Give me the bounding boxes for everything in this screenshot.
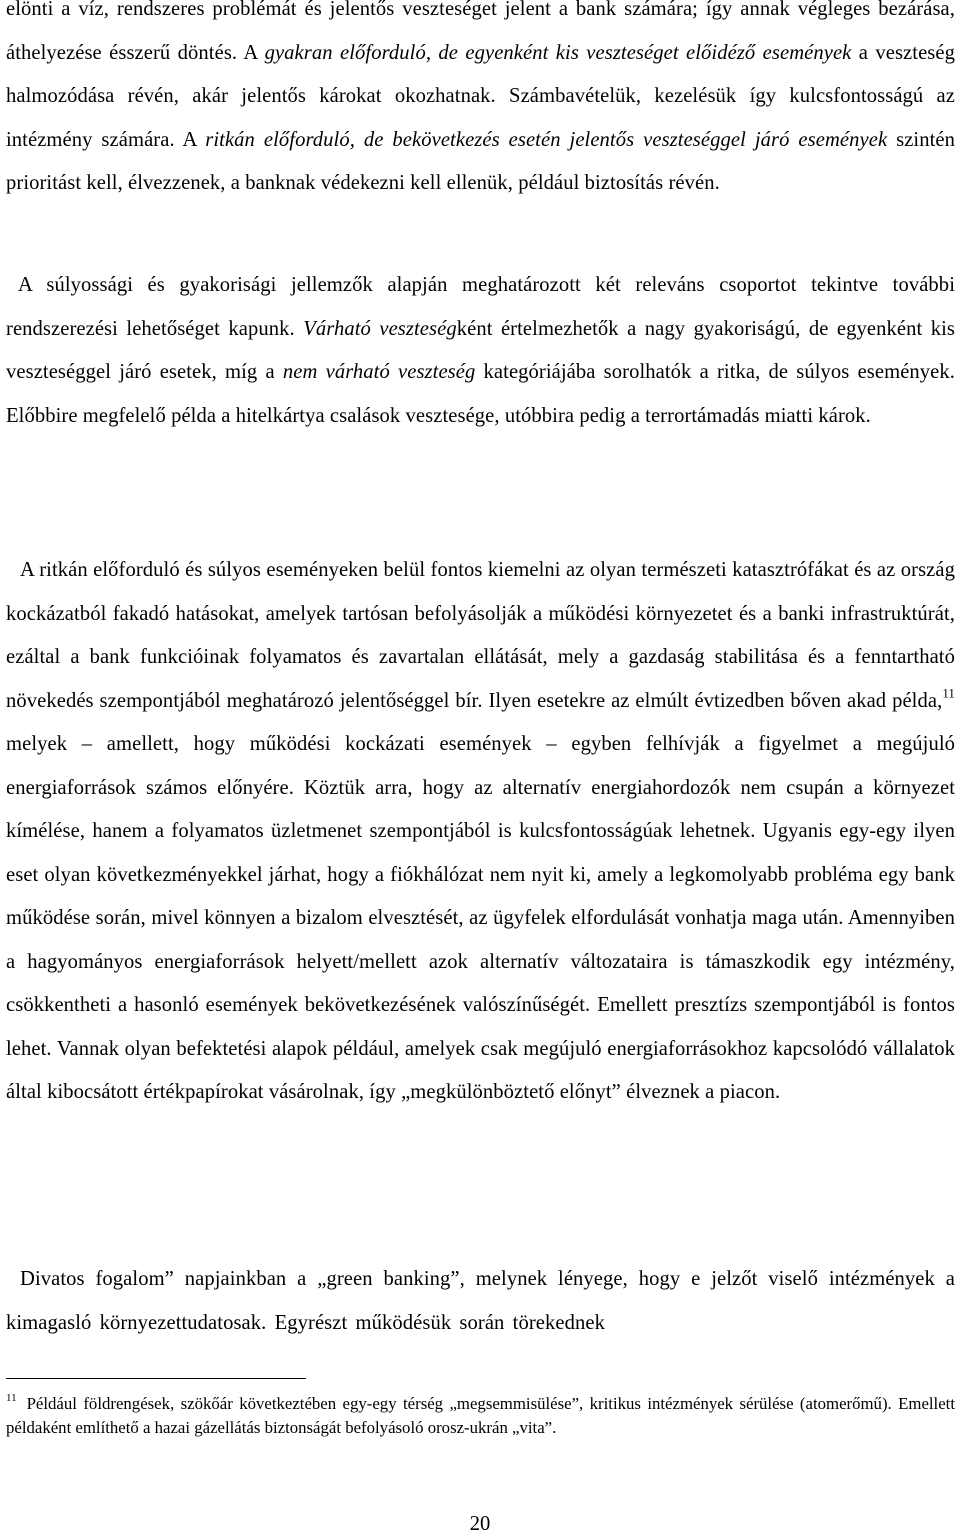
paragraph-1-text-3: szintén prioritást kell, élvezzenek, a banknak védekezni kell ellenük, például biztosítás révén. (6, 128, 956, 194)
paragraph-1-italic-2: ritkán előforduló, de bekövetkezés esetén jelentős veszteséggel járó események (205, 128, 888, 151)
paragraph-3 (6, 549, 955, 1115)
footnote-reference[interactable]: 11 (942, 684, 955, 700)
paragraph-3-text-2: melyek – amellett, hogy működési kockázati események – egyben felhívják a figyelmet a megújuló energiaforrások számos előnyére. Köztük arra, hogy az alternatív energiahordozók nem csupán a környezet kímélése, hanem a folyamatos üzletmenet szempontjából is kulcsfontosságúak lehetnek. Ugyanis egy-egy ilyen eset olyan következményekkel járhat, hogy a fiókhálózat nem nyit ki, amely a legkomolyabb probléma egy bank működése során, mivel könnyen a bizalom elvesztését, az ügyfelek elfordulását vonhatja maga után. Amennyiben a hagyományos energiaforrások helyett/mellett azok alternatív változataira is támaszkodik egy intézmény, csökkentheti a hasonló események bekövetkezésének valószínűségét. Emellett presztízs szempontjából is fontos lehet. Vannak olyan befektetési alapok például, amelyek csak megújuló energiaforrásokhoz kapcsolódó vállalatok által kibocsátott értékpapírokat vásárolnak, így „megkülönböztető előnyt” élveznek a piacon. (6, 733, 955, 1103)
page-number: 20 (469, 1513, 491, 1535)
footnote (6, 1392, 955, 1439)
paragraph-3-text-1: A ritkán előforduló és súlyos eseményeken belül fontos kiemelni az olyan természeti katasztrófákat és az ország kockázatból fakadó hatásokat, amelyek tartósan befolyásolják a működési környezetet és a banki infrastruktúrát, ezáltal a bank funkcióinak folyamatos és zavartalan ellátását, mely a gazdaság stabilitása és a fenntartható növekedés szempontjából meghatározó jelentőséggel bír. Ilyen esetekre az elmúlt évtizedben bőven akad példa, (6, 559, 955, 712)
paragraph-2-italic-1: Várható veszteség (303, 317, 457, 340)
paragraph-4 (6, 1258, 955, 1345)
paragraph-2-text-1: A súlyossági és gyakorisági jellemzők alapján meghatározott két releváns csoportot tekintve további rendszerezési lehetőséget kapunk. (6, 274, 955, 340)
paragraph-1-text-1: elönti a víz, rendszeres problémát és jelentős veszteséget jelent a bank számára; így annak végleges bezárása, áthelyezése ésszerű döntés. A (6, 0, 955, 64)
paragraph-1-italic-1: gyakran előforduló, de egyenként kis veszteséget előidéző események (264, 41, 852, 64)
paragraph-2-text-2: ként értelmezhetők a nagy gyakoriságú, de egyenként kis veszteséggel járó esetek, míg a (6, 317, 956, 383)
paragraph-2 (6, 264, 955, 438)
paragraph-4-text-1: Divatos fogalom” napjainkban a „green banking”, melynek lényege, hogy e jelzőt viselő intézmények a kimagasló környezettudatosak. Egyrészt működésük során törekednek (6, 1268, 955, 1334)
footnote-marker: 11 (6, 1392, 17, 1405)
paragraph-1 (6, 0, 955, 206)
footnote-divider (6, 1378, 306, 1379)
paragraph-1-text-2: a veszteség halmozódása révén, akár jelentős károkat okozhatnak. Számbavételük, kezelésük így kulcsfontosságú az intézmény számára. A (6, 41, 955, 151)
footnote-text: Például földrengések, szökőár következtében egy-egy térség „megsemmisülése”, kritikus intézmények sérülése (atomerőmű). Emellett példaként említhető a hazai gázellátás biztonságát befolyásoló orosz-ukrán „vita”. (6, 1394, 955, 1437)
paragraph-2-text-3: kategóriájába sorolhatók a ritka, de súlyos események. Előbbire megfelelő példa a hitelkártya csalások vesztesége, utóbbira pedig a terrortámadás miatti károk. (6, 361, 955, 427)
paragraph-2-italic-2: nem várható veszteség (282, 361, 476, 383)
